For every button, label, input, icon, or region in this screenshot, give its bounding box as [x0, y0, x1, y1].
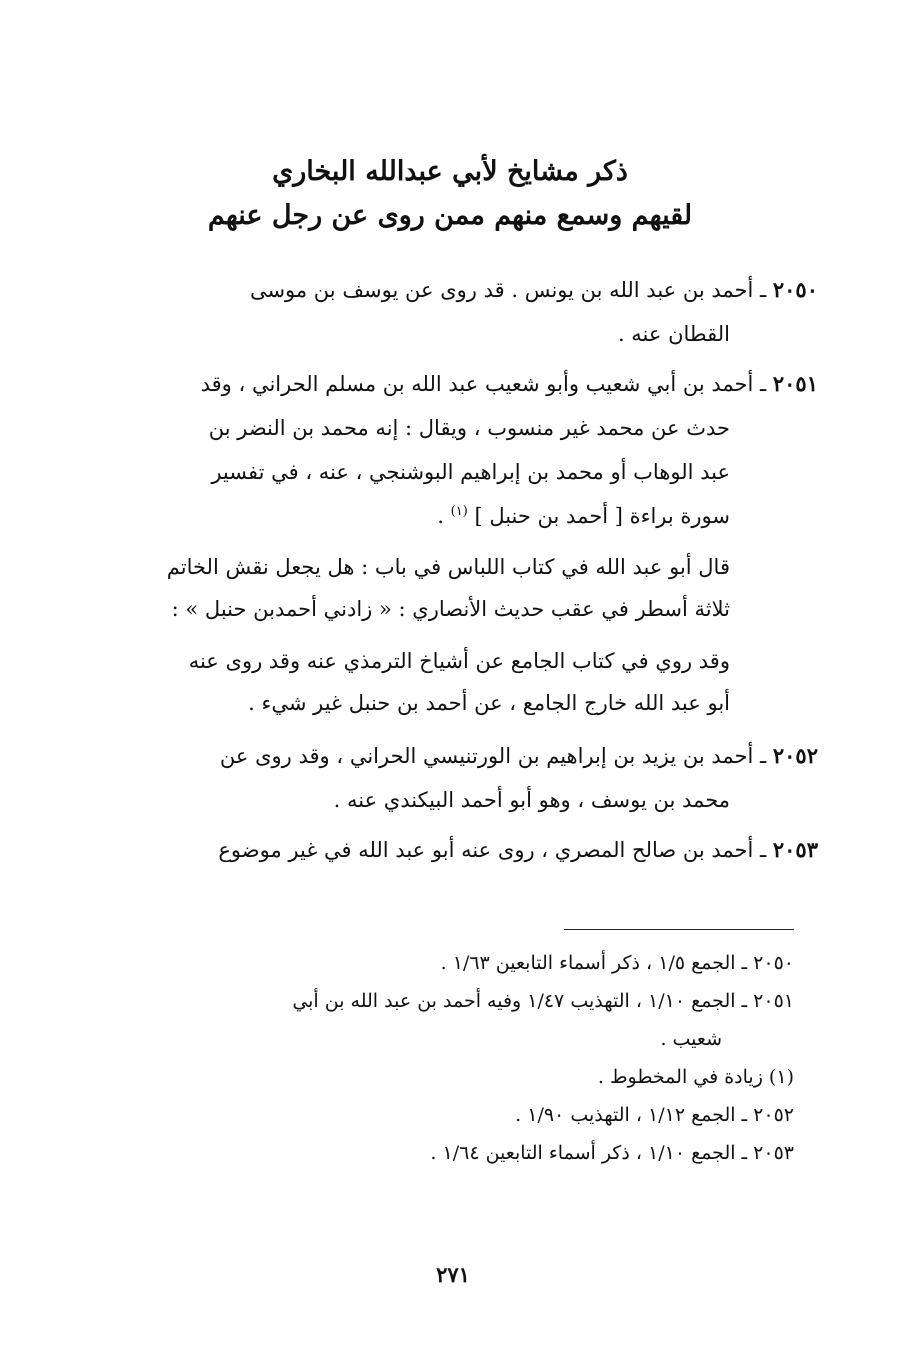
- page-number: ٢٧١: [436, 1262, 470, 1287]
- section-heading: [120, 150, 780, 238]
- entry-dash: ـ: [753, 838, 767, 862]
- heading-line-1: ذكر مشايخ لأبي عبدالله البخاري: [272, 156, 628, 187]
- footnote-divider: [564, 929, 794, 930]
- entry-dash: ـ: [753, 744, 767, 768]
- entry-2053: [118, 828, 818, 872]
- entry-continuation-text: سورة براءة [ أحمد بن حنبل ]: [474, 504, 730, 528]
- footnote-2052: ٢٠٥٢ ـ الجمع ١/١٢ ، التهذيب ١/٩٠ .: [515, 1104, 794, 1126]
- entry-continuation: عبد الوهاب أو محمد بن إبراهيم البوشنجي ، عنه ، في تفسير: [211, 460, 730, 484]
- entry-continuation: حدث عن محمد غير منسوب ، ويقال : إنه محمد بن النضر بن: [208, 416, 730, 440]
- entry-2051: [118, 362, 818, 538]
- entry-number: ٢٠٥٢: [772, 743, 818, 768]
- entry-number: ٢٠٥٣: [772, 837, 818, 862]
- footnote-2050: ٢٠٥٠ ـ الجمع ١/٥ ، ذكر أسماء التابعين ١/٦٣ .: [440, 952, 794, 974]
- footnote-2051: [114, 982, 794, 1058]
- entry-2050: [118, 268, 818, 356]
- footnote-reference: (١): [450, 504, 468, 519]
- paragraph-line: أبو عبد الله خارج الجامع ، عن أحمد بن حنبل غير شيء .: [248, 691, 730, 715]
- entry-number: ٢٠٥٠: [772, 277, 818, 302]
- entry-first-line: أحمد بن عبد الله بن يونس . قد روى عن يوسف بن موسى: [249, 278, 754, 302]
- main-text: [118, 268, 818, 878]
- entry-number: ٢٠٥١: [772, 371, 818, 396]
- footnote-continuation: شعيب .: [660, 1028, 722, 1050]
- paragraph-jami: [118, 640, 818, 724]
- paragraph-line: ثلاثة أسطر في عقب حديث الأنصاري : « زادني أحمدبن حنبل » :: [171, 597, 730, 621]
- footnote-note-1: (١) زيادة في المخطوط .: [597, 1066, 794, 1088]
- entry-continuation-last: [118, 494, 818, 538]
- paragraph-line: وقد روي في كتاب الجامع عن أشياخ الترمذي عنه وقد روى عنه: [188, 649, 730, 673]
- footnotes: [114, 944, 794, 1172]
- entry-dash: ـ: [753, 372, 767, 396]
- entry-first-line: أحمد بن أبي شعيب وأبو شعيب عبد الله بن مسلم الحراني ، وقد: [200, 372, 754, 396]
- entry-dash: ـ: [753, 278, 767, 302]
- entry-2052: [118, 734, 818, 822]
- paragraph-line: قال أبو عبد الله في كتاب اللباس في باب : هل يجعل نقش الخاتم: [166, 555, 730, 579]
- entry-first-line: أحمد بن صالح المصري ، روى عنه أبو عبد الله في غير موضوع: [218, 838, 754, 862]
- entry-continuation: القطان عنه .: [617, 322, 730, 346]
- footnote-2053: ٢٠٥٣ ـ الجمع ١/١٠ ، ذكر أسماء التابعين ١/٦٤ .: [430, 1142, 794, 1164]
- entry-continuation: محمد بن يوسف ، وهو أبو أحمد البيكندي عنه .: [333, 788, 730, 812]
- footnote-first-line: ٢٠٥١ ـ الجمع ١/١٠ ، التهذيب ١/٤٧ وفيه أحمد بن عبد الله بن أبي: [292, 990, 794, 1012]
- heading-line-2: لقيهم وسمع منهم ممن روى عن رجل عنهم: [207, 200, 693, 231]
- entry-first-line: أحمد بن يزيد بن إبراهيم بن الورتنيسي الحراني ، وقد روى عن: [219, 744, 754, 768]
- paragraph-libas: [118, 546, 818, 630]
- entry-end-mark: .: [437, 504, 444, 528]
